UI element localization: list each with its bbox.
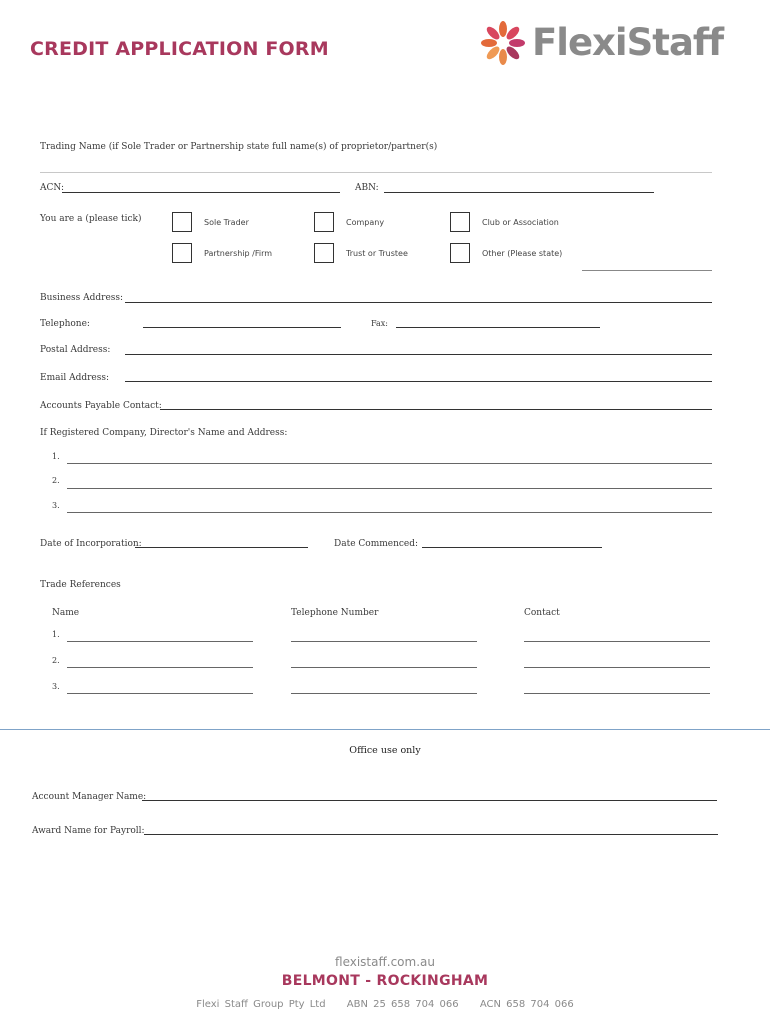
footer-locations: BELMONT - ROCKINGHAM	[281, 973, 489, 989]
abn-label: ABN:	[355, 183, 379, 193]
accounts-payable-label: Accounts Payable Contact:	[40, 401, 162, 411]
ref-2-phone-field[interactable]	[291, 667, 477, 668]
sole-trader-label: Sole Trader	[204, 218, 249, 227]
footer-website: flexistaff.com.au	[335, 955, 435, 969]
other-label: Other (Please state)	[482, 249, 563, 258]
footer-abn: ABN 25 658 704 066	[346, 999, 459, 1010]
acn-field[interactable]	[62, 192, 340, 193]
ref-3-contact-field[interactable]	[524, 693, 710, 694]
ref-1-contact-field[interactable]	[524, 641, 710, 642]
date-commenced-label: Date Commenced:	[334, 539, 419, 549]
telephone-field[interactable]	[143, 327, 341, 328]
directors-label: If Registered Company, Director's Name and Address:	[40, 428, 288, 438]
trust-checkbox[interactable]	[314, 243, 334, 263]
abn-field[interactable]	[384, 192, 654, 193]
footer-company: Flexi Staff Group Pty Ltd	[196, 999, 326, 1010]
ref-3-phone-field[interactable]	[291, 693, 477, 694]
col-name-header: Name	[52, 608, 80, 618]
col-contact-header: Contact	[524, 608, 560, 618]
col-telephone-header: Telephone Number	[291, 608, 379, 618]
business-address-field[interactable]	[125, 302, 712, 303]
account-manager-field[interactable]	[142, 800, 717, 801]
award-name-field[interactable]	[144, 834, 718, 835]
date-incorporation-label: Date of Incorporation:	[40, 539, 142, 549]
director-2-field[interactable]	[67, 488, 712, 489]
ref-number-2: 2.	[52, 656, 60, 665]
ref-1-name-field[interactable]	[67, 641, 253, 642]
footer-legal	[0, 999, 770, 1010]
footer-acn: ACN 658 704 066	[479, 999, 574, 1010]
ref-number-1: 1.	[52, 630, 60, 639]
ref-2-name-field[interactable]	[67, 667, 253, 668]
acn-label: ACN:	[40, 183, 64, 193]
ref-3-name-field[interactable]	[67, 693, 253, 694]
other-state-field[interactable]	[582, 270, 712, 271]
director-3-field[interactable]	[67, 512, 712, 513]
partnership-checkbox[interactable]	[172, 243, 192, 263]
trading-name-label: Trading Name (if Sole Trader or Partnership state full name(s) of proprietor/partner(s)	[40, 142, 438, 152]
trust-label: Trust or Trustee	[346, 249, 408, 258]
director-number-3: 3.	[52, 501, 60, 510]
ref-1-phone-field[interactable]	[291, 641, 477, 642]
email-address-field[interactable]	[125, 381, 712, 382]
office-use-heading: Office use only	[349, 745, 421, 756]
office-section-divider	[0, 729, 770, 730]
company-label: Company	[346, 218, 385, 227]
sole-trader-checkbox[interactable]	[172, 212, 192, 232]
entity-type-label: You are a (please tick)	[40, 214, 142, 224]
logo-wordmark: FlexiStaff	[532, 21, 724, 64]
accounts-payable-field[interactable]	[160, 409, 712, 410]
fax-label: Fax:	[371, 319, 388, 328]
company-checkbox[interactable]	[314, 212, 334, 232]
date-incorporation-field[interactable]	[135, 547, 308, 548]
director-number-2: 2.	[52, 476, 60, 485]
email-address-label: Email Address:	[40, 373, 110, 383]
trade-references-heading: Trade References	[40, 580, 121, 590]
business-address-label: Business Address:	[40, 293, 124, 303]
partnership-label: Partnership /Firm	[204, 249, 273, 258]
director-number-1: 1.	[52, 452, 60, 461]
telephone-label: Telephone:	[40, 319, 90, 329]
account-manager-label: Account Manager Name:	[32, 792, 147, 802]
club-association-label: Club or Association	[482, 218, 559, 227]
form-title: CREDIT APPLICATION FORM	[30, 38, 329, 60]
other-checkbox[interactable]	[450, 243, 470, 263]
award-name-label: Award Name for Payroll:	[32, 826, 145, 836]
fax-field[interactable]	[396, 327, 600, 328]
postal-address-label: Postal Address:	[40, 345, 111, 355]
ref-number-3: 3.	[52, 682, 60, 691]
trading-name-field[interactable]	[40, 172, 712, 173]
ref-2-contact-field[interactable]	[524, 667, 710, 668]
director-1-field[interactable]	[67, 463, 712, 464]
postal-address-field[interactable]	[125, 354, 712, 355]
club-association-checkbox[interactable]	[450, 212, 470, 232]
date-commenced-field[interactable]	[422, 547, 602, 548]
